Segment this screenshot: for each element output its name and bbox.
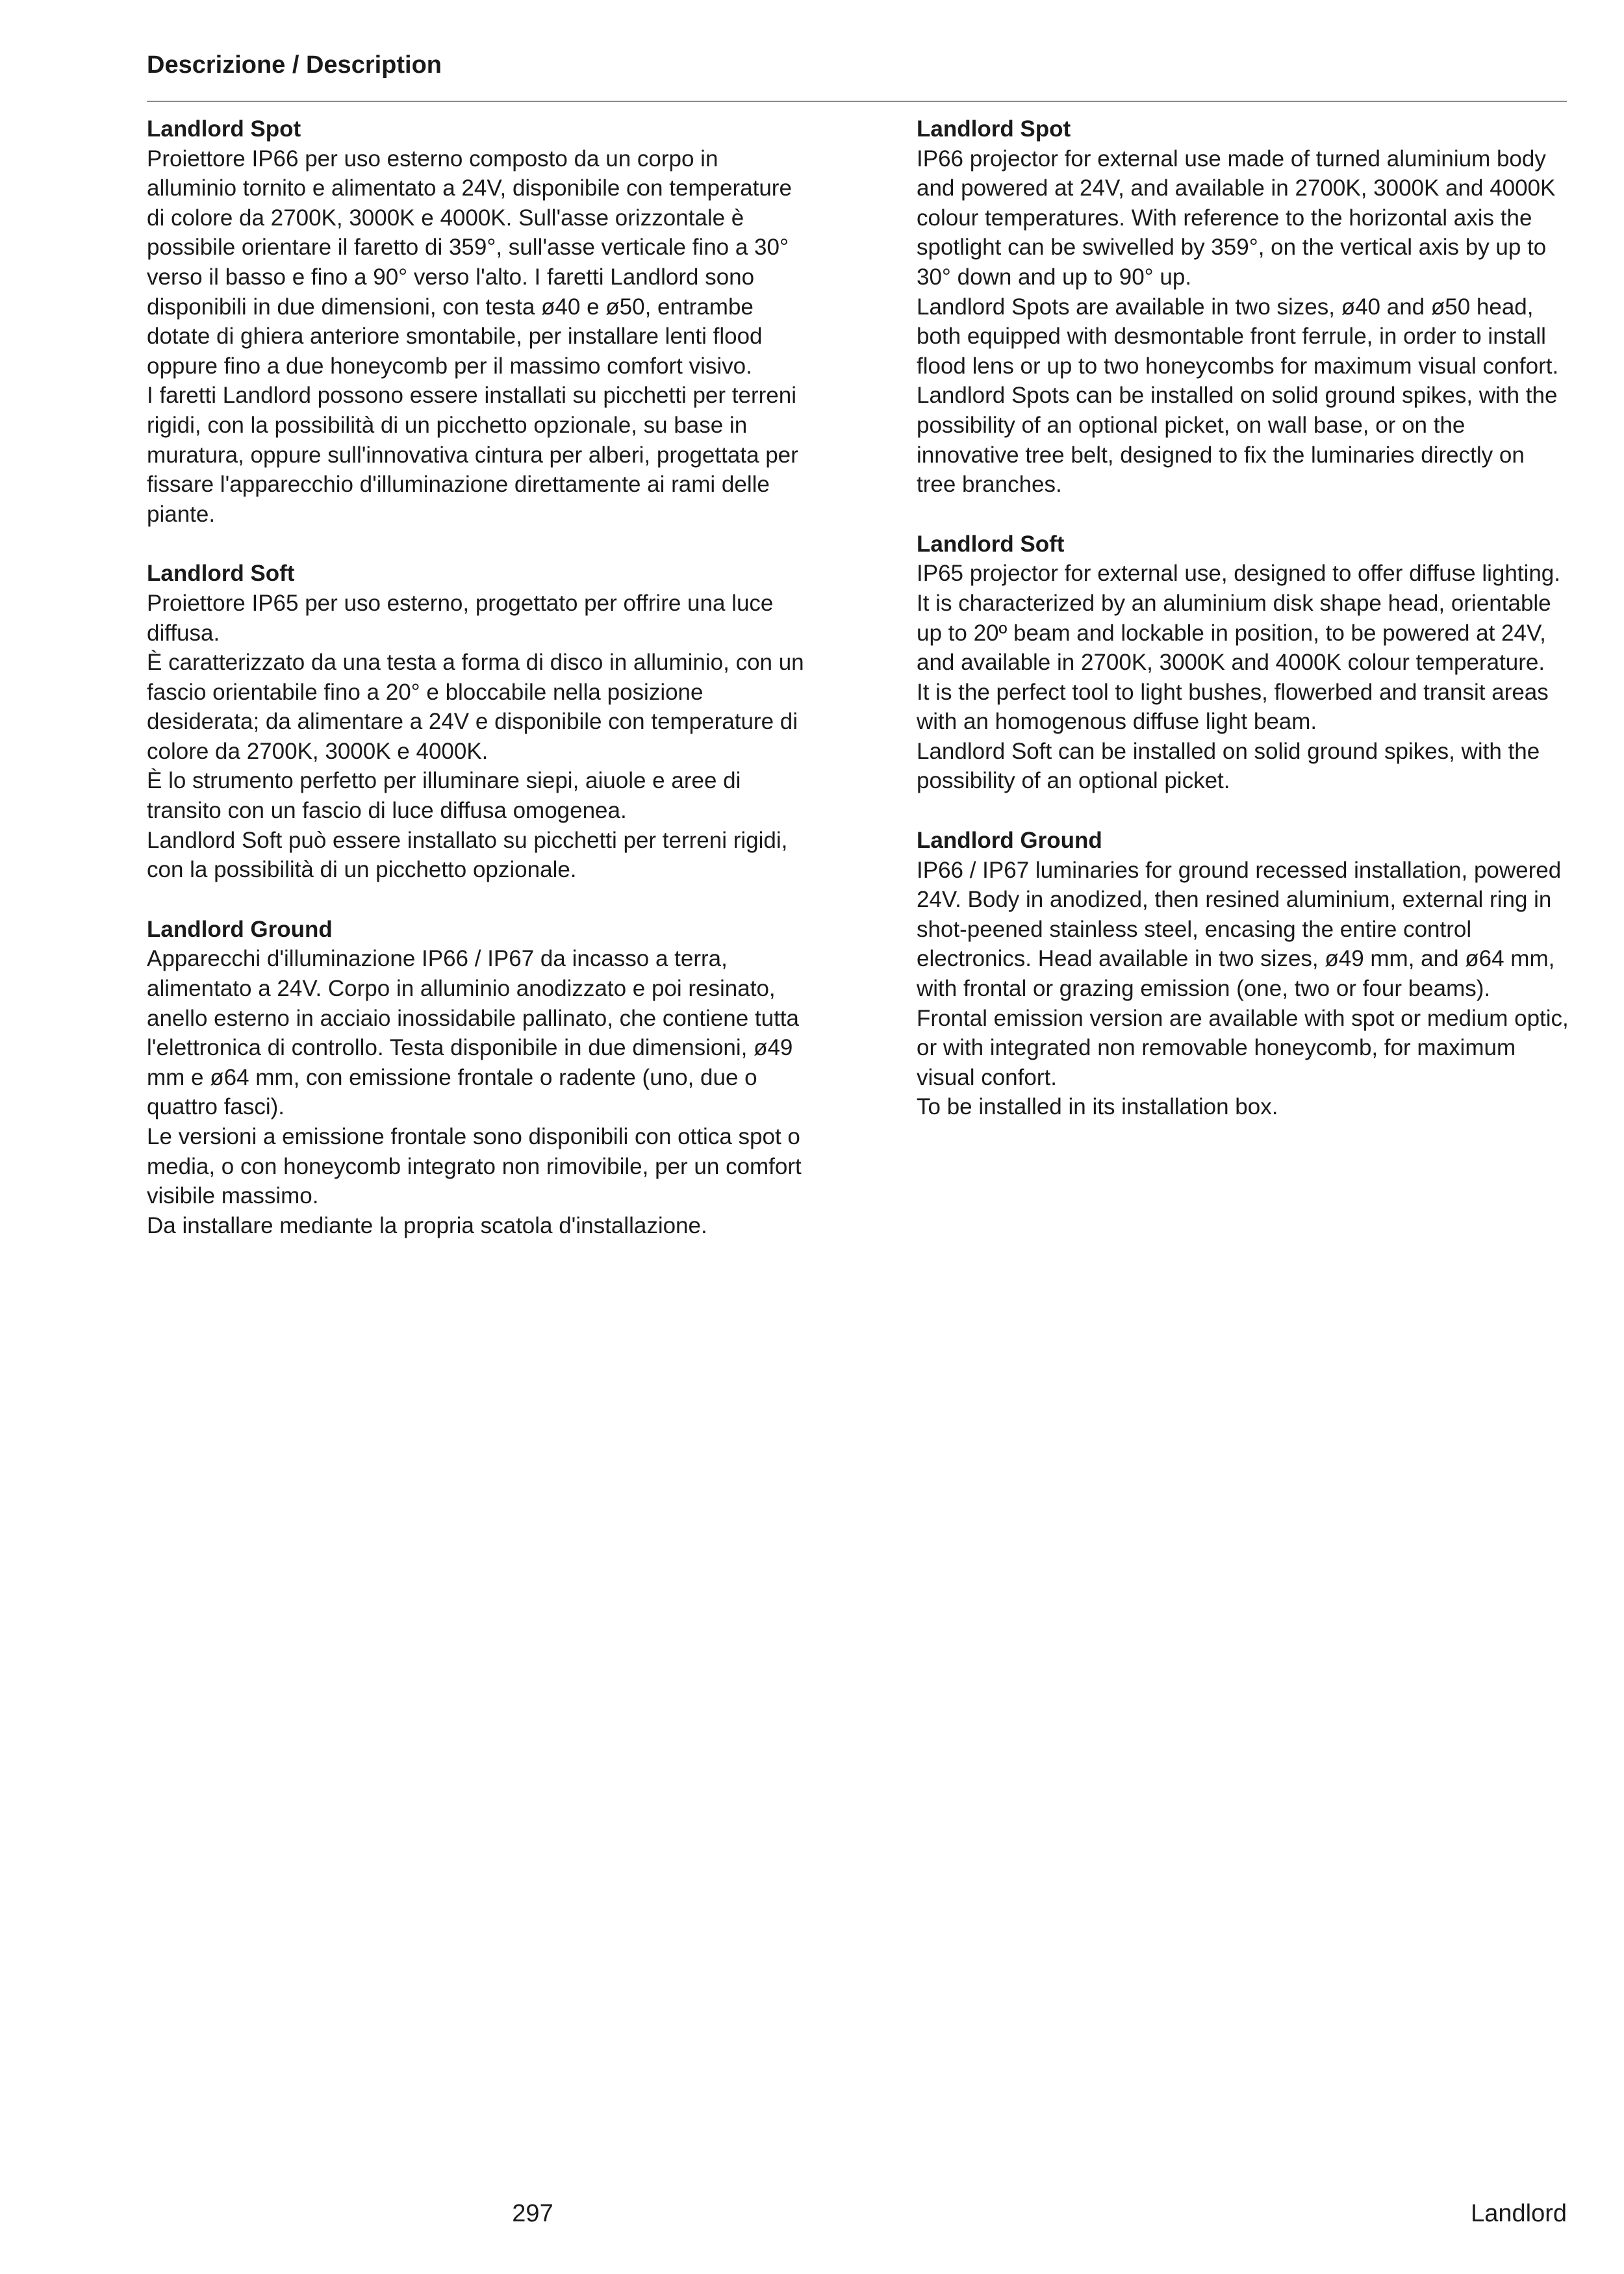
footer-product-name: Landlord (1471, 2200, 1567, 2227)
section-heading: Landlord Ground (917, 828, 1102, 854)
italian-column (147, 114, 806, 1270)
section-paragraph: Proiettore IP65 per uso esterno, progettato per offrire una luce diffusa. (147, 590, 774, 646)
section-paragraph: It is characterized by an aluminium disk shape head, orientable up to 20º beam and lockable in position, to be powered at 24V, and available in 2700K, 3000K and 4000K colour temperature. (917, 590, 1551, 676)
section-paragraph: È lo strumento perfetto per illuminare siepi, aiuole e aree di transito con un fascio di luce diffusa omogenea. (147, 768, 741, 824)
section-it-landlord-ground (147, 915, 806, 1241)
section-heading: Landlord Soft (917, 531, 1065, 557)
section-paragraph: It is the perfect tool to light bushes, flowerbed and transit areas with an homogenous diffuse light beam. (917, 679, 1549, 735)
section-heading: Landlord Soft (147, 561, 295, 587)
section-paragraph: Landlord Soft can be installed on solid ground spikes, with the possibility of an optional picket. (917, 738, 1540, 794)
page-title: Descrizione / Description (147, 51, 442, 79)
section-en-landlord-ground (917, 826, 1569, 1122)
section-paragraph: I faretti Landlord possono essere installati su picchetti per terreni rigidi, con la possibilità di un picchetto opzionale, su base in muratura, oppure sull'innovativa cintura per alberi, progettata per fissare l'apparecchio d'illuminazione direttamente ai rami delle piante. (147, 383, 798, 527)
section-paragraph: Le versioni a emissione frontale sono disponibili con ottica spot o media, o con honeycomb integrato non rimovibile, per un comfort visibile massimo. (147, 1124, 802, 1209)
section-en-landlord-spot (917, 114, 1569, 500)
section-paragraph: Da installare mediante la propria scatola d'installazione. (147, 1212, 707, 1238)
section-paragraph: IP66 projector for external use made of turned aluminium body and powered at 24V, and available in 2700K, 3000K and 4000K colour temperatures. With reference to the horizontal axis the spotlight can be swivelled by 359°, on the vertical axis by up to 30° down and up to 90° up. (917, 146, 1556, 290)
section-it-landlord-soft (147, 559, 806, 885)
section-it-landlord-spot (147, 114, 806, 529)
section-heading: Landlord Spot (147, 116, 301, 142)
section-paragraph: IP65 projector for external use, designed to offer diffuse lighting. (917, 561, 1560, 587)
section-paragraph: Frontal emission version are available with spot or medium optic, or with integrated non removable honeycomb, for maximum visual confort. (917, 1005, 1569, 1090)
section-heading: Landlord Ground (147, 916, 333, 942)
section-en-landlord-soft (917, 530, 1569, 796)
section-paragraph: Proiettore IP66 per uso esterno composto da un corpo in alluminio tornito e alimentato a 24V, disponibile con temperature di colore da 2700K, 3000K e 4000K. Sull'asse orizzontale è possibile orientare il faretto di 359°, sull'asse verticale fino a 30° verso il basso e fino a 90° verso l'alto. I faretti Landlord sono disponibili in due dimensioni, con testa ø40 e ø50, entrambe dotate di ghiera anteriore smontabile, per installare lenti flood oppure fino a due honeycomb per il massimo comfort visivo. (147, 146, 792, 379)
section-paragraph: Apparecchi d'illuminazione IP66 / IP67 da incasso a terra, alimentato a 24V. Corpo in alluminio anodizzato e poi resinato, anello esterno in acciaio inossidabile pallinato, che contiene tutta l'elettronica di controllo. Testa disponibile in due dimensioni, ø49 mm e ø64 mm, con emissione frontale o radente (uno, due o quattro fasci). (147, 946, 799, 1120)
section-paragraph: To be installed in its installation box. (917, 1094, 1278, 1120)
section-paragraph: È caratterizzato da una testa a forma di disco in alluminio, con un fascio orientabile fino a 20° e bloccabile nella posizione desiderata; da alimentare a 24V e disponibile con temperature di colore da 2700K, 3000K e 4000K. (147, 650, 804, 764)
section-paragraph: IP66 / IP67 luminaries for ground recessed installation, powered 24V. Body in anodized, then resined aluminium, external ring in shot-peened stainless steel, encasing the entire control electronics. Head available in two sizes, ø49 mm, and ø64 mm, with frontal or grazing emission (one, two or four beams). (917, 857, 1562, 1002)
header-divider (147, 101, 1567, 102)
page-header (147, 45, 1567, 84)
section-paragraph: Landlord Spots can be installed on solid ground spikes, with the possibility of an optional picket, on wall base, or on the innovative tree belt, designed to fix the luminaries directly on tree branches. (917, 383, 1558, 498)
page-number: 297 (512, 2200, 553, 2227)
english-column (917, 114, 1569, 1152)
section-paragraph: Landlord Soft può essere installato su picchetti per terreni rigidi, con la possibilità di un picchetto opzionale. (147, 827, 788, 883)
section-heading: Landlord Spot (917, 116, 1071, 142)
section-paragraph: Landlord Spots are available in two sizes, ø40 and ø50 head, both equipped with desmontable front ferrule, in order to install flood lens or up to two honeycombs for maximum visual confort. (917, 294, 1559, 379)
